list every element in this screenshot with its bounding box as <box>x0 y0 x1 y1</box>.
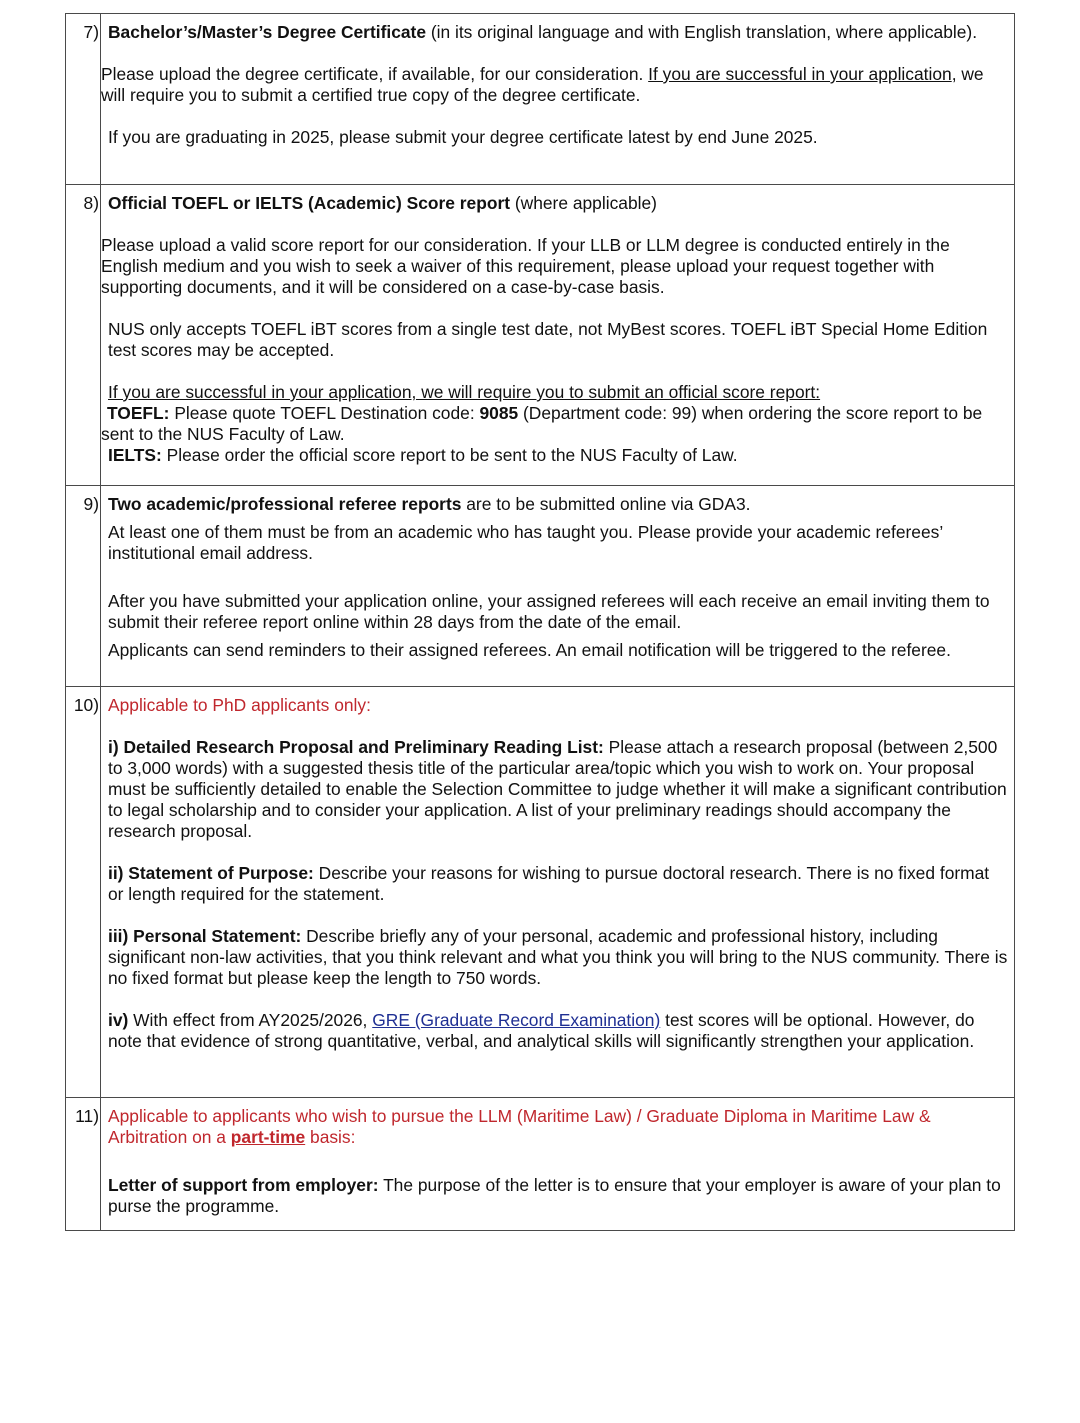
paragraph: iv) With effect from AY2025/2026, GRE (Graduate Record Examination) test scores will be optional. However, do note that evidence of strong quantitative, verbal, and analytical skills will significantly strengthen your application. <box>108 1010 975 1051</box>
title-rest: (in its original language and with English translation, where applicable). <box>426 22 978 42</box>
item-content <box>101 687 1015 1098</box>
table-row <box>66 185 1015 486</box>
item-number: 7) <box>66 14 101 185</box>
item-title <box>107 494 1008 515</box>
phd-heading: Applicable to PhD applicants only: <box>108 695 371 715</box>
paragraph: If you are graduating in 2025, please submit your degree certificate latest by end June 2025. <box>108 127 818 147</box>
gre-link[interactable]: GRE (Graduate Record Examination) <box>372 1010 661 1030</box>
paragraph: i) Detailed Research Proposal and Preliminary Reading List: Please attach a research proposal (between 2,500 to 3,000 words) with a suggested thesis title of the particular area/topic which you wish to work on. Your proposal must be sufficiently detailed to enable the Selection Committee to judge whether it will make a significant contribution to legal scholarship and to consider your application. A list of your preliminary readings should accompany the research proposal. <box>108 737 1007 841</box>
paragraph: NUS only accepts TOEFL iBT scores from a single test date, not MyBest scores. TOEFL iBT Special Home Edition test scores may be accepted. <box>108 319 988 360</box>
item-title <box>107 22 1008 43</box>
paragraph: Please upload a valid score report for our consideration. If your LLB or LLM degree is conducted entirely in the English medium and you wish to seek a waiver of this requirement, please upload your request together with supporting documents, and it will be considered on a case-by-case basis. <box>101 235 950 297</box>
proposal-label: i) Detailed Research Proposal and Preliminary Reading List: <box>108 737 604 757</box>
item-content <box>101 486 1015 687</box>
table-row <box>66 14 1015 185</box>
item-number: 11) <box>66 1098 101 1231</box>
item-content <box>101 14 1015 185</box>
title-rest: are to be submitted online via GDA3. <box>461 494 751 514</box>
paragraph <box>107 382 1008 403</box>
toefl-label: TOEFL: <box>107 403 170 423</box>
paragraph: iii) Personal Statement: Describe briefly any of your personal, academic and professional history, including significant non-law activities, that you think relevant and what you think you will bring to the NUS community. There is no fixed format but please keep the length to 750 words. <box>108 926 1008 988</box>
paragraph: ii) Statement of Purpose: Describe your reasons for wishing to pursue doctoral research. There is no fixed format or length required for the statement. <box>108 863 990 904</box>
paragraph: Applicants can send reminders to their assigned referees. An email notification will be triggered to the referee. <box>108 640 951 660</box>
purpose-label: ii) Statement of Purpose: <box>108 863 314 883</box>
table-row <box>66 486 1015 687</box>
requirements-table <box>65 13 1015 1231</box>
paragraph: Letter of support from employer: The purpose of the letter is to ensure that your employer is aware of your plan to purse the programme. <box>108 1175 1001 1216</box>
paragraph: After you have submitted your application online, your assigned referees will each receive an email inviting them to submit their referee report online within 28 days from the date of the email. <box>108 591 990 632</box>
ielts-line: IELTS: Please order the official score report to be sent to the NUS Faculty of Law. <box>108 445 738 465</box>
gre-label: iv) <box>108 1010 129 1030</box>
item-title <box>107 193 1008 214</box>
underlined-text: If you are successful in your application <box>648 64 952 84</box>
item-number: 9) <box>66 486 101 687</box>
paragraph: At least one of them must be from an academic who has taught you. Please provide your academic referees’ institutional email address. <box>108 522 943 563</box>
part-time-emphasis: part-time <box>230 1127 306 1147</box>
ielts-label: IELTS: <box>108 445 162 465</box>
employer-letter-label: Letter of support from employer: <box>108 1175 379 1195</box>
underlined-text: If you are successful in your application, we will require you to submit an official score report: <box>108 382 821 402</box>
title-bold: Official TOEFL or IELTS (Academic) Score report <box>108 193 511 213</box>
item-content <box>101 185 1015 486</box>
table-row <box>66 1098 1015 1231</box>
toefl-code: 9085 <box>479 403 519 423</box>
title-bold: Bachelor’s/Master’s Degree Certificate <box>108 22 426 42</box>
item-number: 8) <box>66 185 101 486</box>
table-row <box>66 687 1015 1098</box>
title-rest: (where applicable) <box>510 193 657 213</box>
paragraph: Please upload the degree certificate, if available, for our consideration. If you are successful in your application, we will require you to submit a certified true copy of the degree certificate. <box>101 64 984 105</box>
item-number: 10) <box>66 687 101 1098</box>
item-content <box>101 1098 1015 1231</box>
personal-statement-label: iii) Personal Statement: <box>108 926 302 946</box>
maritime-heading: Applicable to applicants who wish to pursue the LLM (Maritime Law) / Graduate Diploma in Maritime Law & Arbitration on a part-time basis: <box>108 1106 931 1147</box>
title-bold: Two academic/professional referee reports <box>108 494 462 514</box>
toefl-line: TOEFL: Please quote TOEFL Destination code: 9085 (Department code: 99) when ordering the score report to be sent to the NUS Faculty of Law. <box>101 403 983 444</box>
